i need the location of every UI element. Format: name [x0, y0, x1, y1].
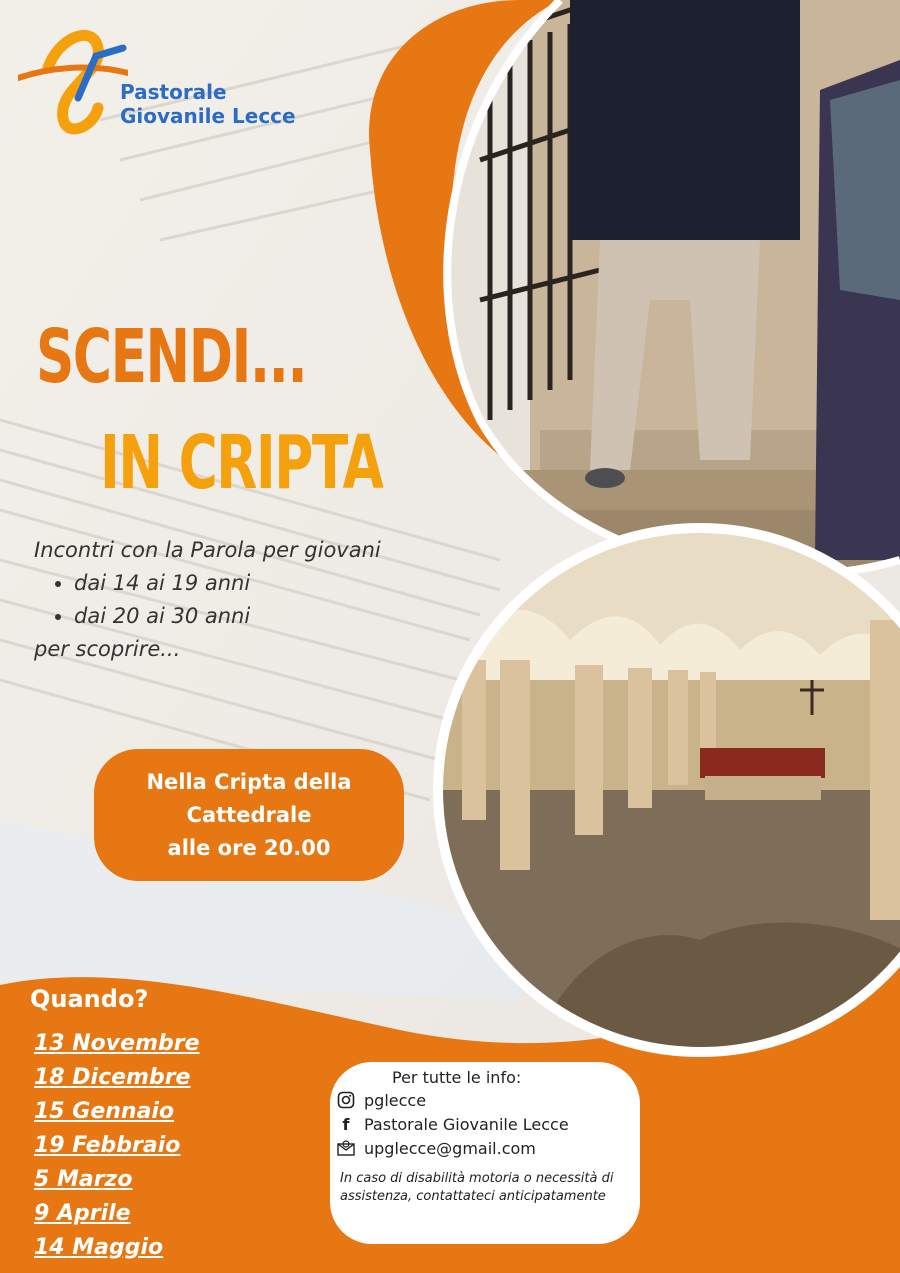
info-heading: Per tutte le info:: [392, 1068, 522, 1087]
logo-line2: Giovanile Lecce: [120, 104, 296, 128]
venue-line2: Cattedrale: [186, 802, 312, 827]
age-item: • dai 20 ai 30 anni: [74, 600, 381, 633]
intro-footer: per scoprire...: [34, 637, 181, 661]
email-icon: [336, 1138, 356, 1158]
email-address: upglecce@gmail.com: [364, 1138, 536, 1158]
when-heading: Quando?: [30, 985, 149, 1013]
venue-line3: alle ore 20.00: [167, 835, 331, 860]
venue-line1: Nella Cripta della: [146, 769, 352, 794]
title-line1: SCENDI...: [36, 314, 307, 400]
accessibility-note: In caso di disabilità motoria o necessità di assistenza, contattateci anticipatamente: [340, 1171, 614, 1204]
date-item: 14 Maggio: [34, 1235, 164, 1260]
instagram-row: [336, 1090, 426, 1110]
age-list: [34, 567, 381, 633]
logo-mark: [18, 28, 128, 138]
dates-section: [30, 985, 200, 1265]
date-item: 15 Gennaio: [34, 1099, 175, 1124]
intro-heading: Incontri con la Parola per giovani: [34, 538, 381, 562]
date-item: 18 Dicembre: [34, 1065, 191, 1090]
info-card: [330, 1062, 640, 1244]
title-line2: IN CRIPTA: [100, 420, 383, 506]
date-item: 9 Aprile: [34, 1201, 131, 1226]
date-item: 5 Marzo: [34, 1167, 133, 1192]
venue-badge: [94, 749, 404, 881]
date-item: 19 Febbraio: [34, 1133, 181, 1158]
email-row: [336, 1138, 536, 1158]
instagram-icon: [336, 1090, 356, 1110]
logo: [18, 28, 338, 138]
date-item: 13 Novembre: [34, 1031, 200, 1056]
instagram-handle: pglecce: [364, 1090, 427, 1110]
age-item: • dai 14 ai 19 anni: [74, 567, 381, 600]
intro: [34, 534, 381, 666]
facebook-icon: f: [342, 1114, 350, 1134]
facebook-page: Pastorale Giovanile Lecce: [364, 1114, 569, 1134]
logo-line1: Pastorale: [120, 80, 227, 104]
facebook-row: [336, 1114, 569, 1134]
